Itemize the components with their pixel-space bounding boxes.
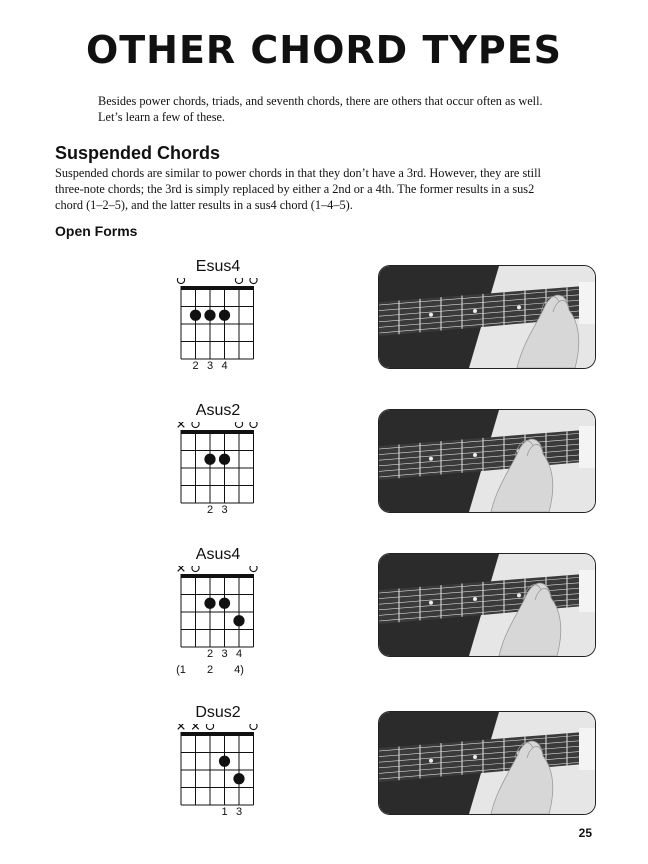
open-string-icon: [192, 566, 199, 572]
finger-number: 3: [221, 648, 228, 660]
open-string-icon: [250, 278, 257, 284]
page-number: 25: [578, 826, 592, 840]
guitar-neck-illustration: [379, 554, 595, 656]
alt-finger-number: 4): [234, 664, 244, 676]
chord-name: Asus2: [195, 402, 241, 419]
muted-string-icon: [178, 724, 185, 729]
intro-paragraph: Besides power chords, triads, and seventh chords, there are others that occur often as well. Let’s learn a few of these.: [98, 94, 543, 124]
chord-name: Esus4: [195, 258, 241, 275]
chord-diagram-asus4: [168, 546, 268, 676]
open-string-icon: [192, 422, 199, 428]
chord-photo: [378, 711, 596, 815]
alt-finger-number: 2: [206, 664, 214, 676]
open-string-icon: [250, 566, 257, 572]
guitar-neck-illustration: [379, 410, 595, 512]
finger-number: 4: [221, 360, 228, 372]
open-string-icon: [250, 724, 257, 730]
section-body: Suspended chords are similar to power chords in that they don’t have a 3rd. However, they are still three-note chords; the 3rd is simply replaced by either a 2nd or a 4th. The former results in a sus2 chord (1–2–5), and the latter results in a sus4 chord (1–4–5).: [55, 166, 541, 212]
nut: [181, 286, 255, 290]
finger-number: 3: [235, 806, 243, 818]
chord-diagram-dsus2: [168, 704, 268, 834]
chord-diagram-esus4: [168, 258, 268, 388]
finger-number: 4: [235, 648, 243, 660]
guitar-neck-illustration: [379, 266, 595, 368]
open-string-icon: [177, 278, 184, 284]
finger-number: 3: [206, 360, 214, 372]
section-heading: Suspended Chords: [55, 143, 221, 163]
muted-string-icon: [192, 724, 199, 729]
fretboard-grid: [168, 278, 268, 362]
page-title: OTHER CHORD TYPES: [85, 28, 563, 72]
nut: [181, 574, 255, 578]
finger-dot-icon: [204, 598, 215, 609]
chord-photo: [378, 553, 596, 657]
finger-dot-icon: [204, 454, 215, 465]
chord-diagram-asus2: [168, 402, 268, 532]
open-string-icon: [235, 422, 242, 428]
finger-number: 2: [206, 504, 214, 516]
chord-name: Asus4: [195, 546, 241, 563]
finger-dot-icon: [204, 310, 215, 321]
fretboard-grid: [168, 422, 268, 506]
nut: [181, 732, 255, 736]
chord-photo: [378, 265, 596, 369]
finger-dot-icon: [190, 310, 201, 321]
finger-number: 1: [221, 806, 228, 818]
finger-dot-icon: [233, 773, 244, 784]
finger-dot-icon: [219, 756, 230, 767]
open-string-icon: [206, 724, 213, 730]
finger-dot-icon: [233, 615, 244, 626]
fretboard-grid: [168, 566, 268, 650]
fretboard-grid: [168, 724, 268, 808]
nut: [181, 430, 255, 434]
finger-dot-icon: [219, 598, 230, 609]
finger-dot-icon: [219, 454, 230, 465]
alt-finger-number: (1: [176, 664, 186, 676]
open-string-icon: [235, 278, 242, 284]
chord-photo: [378, 409, 596, 513]
finger-dot-icon: [219, 310, 230, 321]
finger-number: 2: [206, 648, 214, 660]
finger-number: 3: [221, 504, 228, 516]
muted-string-icon: [178, 566, 185, 571]
finger-number: 2: [192, 360, 199, 372]
open-string-icon: [250, 422, 257, 428]
subheading: Open Forms: [55, 223, 138, 239]
chord-name: Dsus2: [195, 704, 241, 721]
muted-string-icon: [178, 422, 185, 427]
guitar-neck-illustration: [379, 712, 595, 814]
